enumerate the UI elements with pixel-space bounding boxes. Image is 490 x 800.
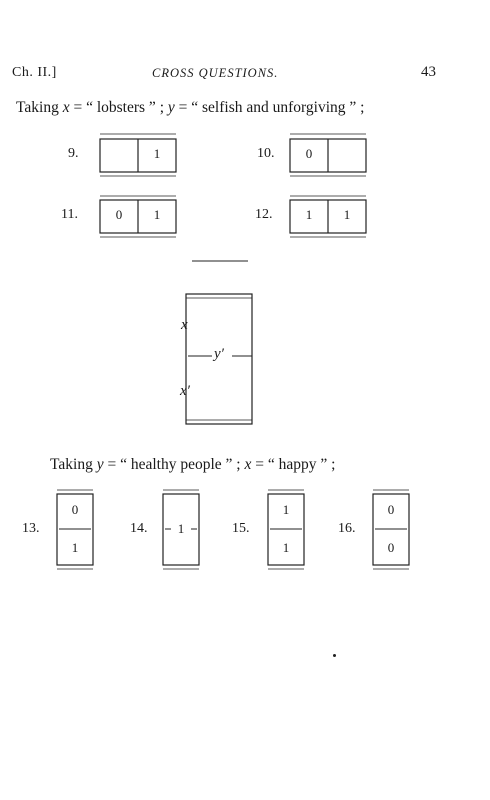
- item-label-9: 9.: [68, 146, 79, 161]
- intro-lead: Taking: [16, 99, 59, 116]
- intro-eq-healthy: = “ healthy people ” ;: [103, 456, 245, 473]
- var-x: x: [244, 456, 252, 473]
- item16-top-cell: 0: [387, 502, 395, 517]
- item11-right-cell: 1: [153, 207, 161, 222]
- running-title: CROSS QUESTIONS.: [152, 66, 279, 80]
- item14-middle-value: 1: [177, 521, 185, 536]
- print-speck: [333, 654, 336, 657]
- item-label-15: 15.: [232, 521, 250, 536]
- item10-left-cell: 0: [305, 146, 313, 161]
- item13-bottom-cell: 1: [71, 540, 79, 555]
- item-label-13: 13.: [22, 521, 40, 536]
- item16-bottom-cell: 0: [387, 540, 395, 555]
- intro-eq-happy: = “ happy ” ;: [251, 456, 336, 473]
- diagram-x-label: x: [181, 317, 188, 333]
- item-label-16: 16.: [338, 521, 356, 536]
- intro-lead: Taking: [50, 456, 93, 473]
- intro-eq-selfish: = “ selfish and unforgiving ” ;: [174, 99, 365, 116]
- item9-right-cell: 1: [153, 146, 161, 161]
- item-label-11: 11.: [61, 207, 78, 222]
- var-y: y: [167, 99, 175, 116]
- item12-right-cell: 1: [343, 207, 351, 222]
- chapter-label: Ch. II.]: [12, 65, 57, 80]
- item-label-10: 10.: [257, 146, 275, 161]
- item15-top-cell: 1: [282, 502, 290, 517]
- var-y: y: [96, 456, 104, 473]
- item-label-14: 14.: [130, 521, 148, 536]
- page-number: 43: [421, 64, 436, 80]
- item12-left-cell: 1: [305, 207, 313, 222]
- diagram-x-prime-label: x′: [180, 383, 190, 399]
- item11-left-cell: 0: [115, 207, 123, 222]
- diagram-y-prime-label: y′: [214, 346, 224, 362]
- var-x: x: [62, 99, 70, 116]
- item-label-12: 12.: [255, 207, 273, 222]
- item13-top-cell: 0: [71, 502, 79, 517]
- intro-eq-lobsters: = “ lobsters ” ;: [69, 99, 168, 116]
- item15-bottom-cell: 1: [282, 540, 290, 555]
